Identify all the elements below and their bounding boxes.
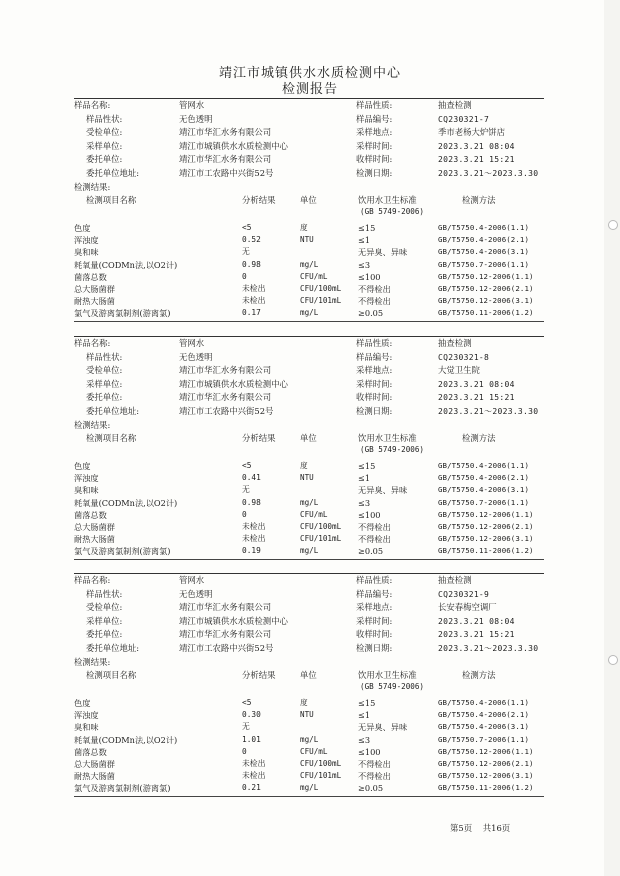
results-label: 检测结果: [74,182,111,192]
cell-result: 无 [242,722,250,732]
cell-result: 未检出 [242,296,266,306]
col-result: 分析结果 [242,195,276,205]
cell-result: 0.21 [242,783,261,793]
cell-result: 0.30 [242,710,261,720]
cell-standard: 不得检出 [358,534,391,545]
cell-unit: mg/L [300,497,319,507]
info-row [74,391,544,405]
info-value: 2023.3.21 15:21 [438,630,515,639]
sample-info [74,337,544,418]
info-label: 采样地点: [356,127,393,137]
info-value: CQ230321-9 [438,589,490,599]
cell-item: 菌落总数 [74,509,107,520]
cell-unit: CFU/mL [300,746,328,756]
info-row [74,126,544,140]
info-label: 样品编号: [356,351,393,362]
cell-unit: CFU/101mL [300,771,342,781]
cell-unit: NTU [300,235,314,245]
cell-item: 臭和味 [74,485,99,496]
cell-standard: ≤15 [358,223,376,233]
info-label: 样品名称: [74,575,111,585]
info-value: 2023.3.21 08:04 [438,379,515,389]
info-value: 大觉卫生院 [438,365,480,375]
info-row [74,405,544,419]
info-value: 无色透明 [179,113,213,124]
info-value: 管网水 [179,338,205,348]
cell-result: 未检出 [242,534,266,544]
cell-standard: ≤100 [358,746,381,757]
info-label: 委托单位地址: [86,642,140,653]
cell-method: GB/T5750.12-2006(2.1) [438,758,534,768]
cell-item: 耗氧量(CODMn法,以O2计) [74,259,178,270]
info-value: 2023.3.21 15:21 [438,393,515,402]
cell-unit: mg/L [300,546,319,556]
cell-standard: ≤1 [358,710,371,721]
scan-edge [604,0,620,876]
results-table [74,697,544,795]
cell-unit: mg/L [300,259,319,269]
cell-item: 色度 [74,698,91,708]
info-label: 样品名称: [74,100,111,110]
col-standard: 饮用水卫生标准 [358,433,417,443]
table-row [74,246,544,258]
cell-standard: ≥0.05 [358,783,384,794]
cell-method: GB/T5750.12-2006(2.1) [438,283,534,293]
info-value: 季市老杨大炉饼店 [438,127,505,137]
info-value: 管网水 [179,100,205,110]
cell-item: 臭和味 [74,247,99,258]
sample-info [74,574,544,655]
cell-standard: ≤15 [358,461,376,471]
sample-section [74,573,544,813]
info-label: 委托单位: [86,392,123,402]
cell-item: 耗氧量(CODMn法,以O2计) [74,734,178,745]
cell-item: 耐热大肠菌 [74,771,115,782]
cell-result: 0.17 [242,308,261,318]
report-header [0,66,620,98]
cell-standard: ≥0.05 [358,546,384,557]
info-row [74,628,544,642]
cell-unit: CFU/101mL [300,296,342,306]
info-value: 靖江市华汇水务有限公司 [179,365,272,375]
col-standard: 饮用水卫生标准 [358,195,417,205]
cell-method: GB/T5750.4-2006(2.1) [438,235,529,245]
table-row [74,307,544,319]
col-standard-sub: (GB 5749-2006) [360,445,425,454]
table-row [74,734,544,746]
cell-item: 菌落总数 [74,271,107,282]
info-label: 收样时间: [356,392,393,402]
cell-standard: 不得检出 [358,521,391,532]
info-row [74,153,544,167]
results-label: 检测结果: [74,657,111,667]
cell-method: GB/T5750.12-2006(3.1) [438,771,534,781]
info-row [74,574,544,588]
info-label: 采样时间: [356,140,393,151]
table-row [74,721,544,733]
info-value: 无色透明 [179,351,213,362]
results-table [74,460,544,558]
info-value: 靖江市华汇水务有限公司 [179,154,272,164]
cell-method: GB/T5750.4-2006(2.1) [438,710,529,720]
info-label: 采样单位: [86,140,123,151]
cell-standard: 无异臭、异味 [358,247,408,258]
info-value: 2023.3.21 08:04 [438,616,515,626]
sample-section [74,98,544,338]
info-value: 2023.3.21 08:04 [438,141,515,151]
info-value: 2023.3.21～2023.3.30 [438,643,539,653]
cell-result: 0.41 [242,473,261,483]
info-value: 抽查检测 [438,575,472,585]
info-label: 样品性状: [86,113,123,124]
info-value: 长安春梅空调厂 [438,602,497,612]
cell-method: GB/T5750.12-2006(3.1) [438,296,534,306]
cell-standard: 不得检出 [358,296,391,307]
cell-result: 0.52 [242,235,261,245]
table-row [74,758,544,770]
sample-info [74,99,544,180]
section-bottom-rule [74,796,544,797]
info-label: 收样时间: [356,629,393,639]
cell-standard: ≤1 [358,473,371,484]
info-label: 收样时间: [356,154,393,164]
info-value: 抽查检测 [438,338,472,348]
section-bottom-rule [74,321,544,322]
info-label: 采样时间: [356,615,393,626]
info-label: 受检单位: [86,365,123,375]
cell-result: <5 [242,461,252,470]
table-row [74,484,544,496]
results-table [74,222,544,320]
cell-unit: 度 [300,698,308,707]
col-method: 检测方法 [462,195,496,205]
cell-standard: 不得检出 [358,771,391,782]
info-value: CQ230321-8 [438,352,490,362]
table-row [74,533,544,545]
info-row [74,351,544,365]
cell-method: GB/T5750.12-2006(1.1) [438,746,534,756]
col-item: 检测项目名称 [86,433,137,443]
cell-result: <5 [242,223,252,232]
cell-item: 浑浊度 [74,710,99,721]
sample-section [74,336,544,576]
cell-item: 氯气及游离氯制剂(游离氯) [74,783,171,794]
cell-item: 浑浊度 [74,235,99,246]
punch-hole [608,220,618,230]
cell-result: 0 [242,509,247,519]
org-title: 靖江市城镇供水水质检测中心 [218,66,401,81]
cell-item: 臭和味 [74,722,99,733]
info-row [74,601,544,615]
info-value: 无色透明 [179,588,213,599]
cell-unit: NTU [300,710,314,720]
info-value: 靖江市工农路中兴街52号 [179,642,274,653]
cell-unit: CFU/mL [300,271,328,281]
report-title: 检测报告 [281,82,338,97]
table-row [74,271,544,283]
info-value: 靖江市城镇供水水质检测中心 [179,378,288,389]
cell-result: 0.98 [242,259,261,269]
info-row [74,642,544,656]
col-unit: 单位 [300,670,317,680]
cell-result: 无 [242,247,250,257]
table-row [74,234,544,246]
cell-standard: ≤3 [358,734,371,745]
info-value: 2023.3.21～2023.3.30 [438,406,539,416]
cell-standard: ≤3 [358,259,371,270]
info-label: 检测日期: [356,642,393,653]
info-label: 样品编号: [356,113,393,124]
cell-method: GB/T5750.4-2006(3.1) [438,722,529,732]
info-value: 靖江市城镇供水水质检测中心 [179,140,288,151]
cell-item: 氯气及游离氯制剂(游离氯) [74,546,171,557]
info-row [74,337,544,351]
col-method: 检测方法 [462,433,496,443]
cell-unit: mg/L [300,783,319,793]
cell-result: 0 [242,746,247,756]
cell-item: 总大肠菌群 [74,758,115,769]
cell-standard: ≤1 [358,235,371,246]
cell-result: 未检出 [242,758,266,768]
cell-method: GB/T5750.4-2006(1.1) [438,223,529,232]
info-label: 样品性质: [356,338,393,348]
info-label: 采样单位: [86,378,123,389]
results-label: 检测结果: [74,420,111,430]
cell-unit: CFU/100mL [300,521,342,531]
punch-hole [608,655,618,665]
cell-result: 0.19 [242,546,261,556]
table-row [74,222,544,234]
cell-result: 未检出 [242,283,266,293]
cell-standard: 不得检出 [358,758,391,769]
cell-item: 色度 [74,223,91,233]
cell-standard: 不得检出 [358,283,391,294]
cell-item: 耗氧量(CODMn法,以O2计) [74,497,178,508]
cell-standard: ≤100 [358,509,381,520]
table-row [74,521,544,533]
cell-result: 1.01 [242,734,261,744]
info-row [74,615,544,629]
info-label: 委托单位: [86,629,123,639]
cell-item: 耐热大肠菌 [74,296,115,307]
cell-unit: mg/L [300,308,319,318]
info-label: 样品编号: [356,588,393,599]
cell-result: 无 [242,485,250,495]
cell-item: 色度 [74,461,91,471]
table-row [74,782,544,794]
cell-standard: ≤100 [358,271,381,282]
info-value: 2023.3.21～2023.3.30 [438,168,539,178]
info-value: 2023.3.21 15:21 [438,155,515,164]
info-value: 靖江市华汇水务有限公司 [179,602,272,612]
info-label: 采样地点: [356,365,393,375]
table-row [74,770,544,782]
info-label: 样品性状: [86,351,123,362]
cell-unit: CFU/100mL [300,758,342,768]
cell-unit: CFU/mL [300,509,328,519]
info-value: 抽查检测 [438,100,472,110]
cell-method: GB/T5750.11-2006(1.2) [438,546,534,556]
info-row [74,588,544,602]
cell-item: 菌落总数 [74,746,107,757]
cell-method: GB/T5750.4-2006(3.1) [438,247,529,257]
cell-unit: NTU [300,473,314,483]
table-row [74,295,544,307]
table-row [74,460,544,472]
col-result: 分析结果 [242,670,276,680]
table-row [74,472,544,484]
info-value: 管网水 [179,575,205,585]
info-row [74,113,544,127]
cell-standard: ≤15 [358,698,376,708]
info-label: 检测日期: [356,405,393,416]
info-label: 受检单位: [86,127,123,137]
info-label: 委托单位: [86,154,123,164]
cell-unit: CFU/100mL [300,283,342,293]
cell-method: GB/T5750.12-2006(1.1) [438,509,534,519]
table-row [74,746,544,758]
cell-standard: 无异臭、异味 [358,485,408,496]
cell-method: GB/T5750.4-2006(3.1) [438,485,529,495]
col-result: 分析结果 [242,433,276,443]
col-standard-sub: (GB 5749-2006) [360,207,425,216]
info-label: 样品性质: [356,100,393,110]
info-label: 受检单位: [86,602,123,612]
info-value: 靖江市工农路中兴街52号 [179,405,274,416]
col-unit: 单位 [300,433,317,443]
page-number: 第5页 [450,823,473,833]
section-bottom-rule [74,559,544,560]
cell-result: <5 [242,698,252,707]
info-label: 委托单位地址: [86,405,140,416]
col-method: 检测方法 [462,670,496,680]
info-label: 采样时间: [356,378,393,389]
cell-method: GB/T5750.4-2006(2.1) [438,473,529,483]
info-label: 样品名称: [74,338,111,348]
info-label: 采样地点: [356,602,393,612]
page-total: 共16页 [482,823,511,833]
info-value: 靖江市华汇水务有限公司 [179,629,272,639]
info-value: 靖江市华汇水务有限公司 [179,392,272,402]
cell-method: GB/T5750.12-2006(1.1) [438,271,534,281]
col-item: 检测项目名称 [86,670,137,680]
info-label: 样品性状: [86,588,123,599]
cell-unit: 度 [300,461,308,470]
table-row [74,509,544,521]
col-standard: 饮用水卫生标准 [358,670,417,680]
cell-item: 耐热大肠菌 [74,534,115,545]
cell-result: 0 [242,271,247,281]
cell-unit: 度 [300,223,308,232]
cell-unit: CFU/101mL [300,534,342,544]
info-value: CQ230321-7 [438,114,490,124]
cell-item: 浑浊度 [74,473,99,484]
table-row [74,259,544,271]
cell-item: 总大肠菌群 [74,283,115,294]
table-row [74,709,544,721]
info-row [74,140,544,154]
table-row [74,283,544,295]
info-row [74,378,544,392]
info-label: 样品性质: [356,575,393,585]
cell-standard: 无异臭、异味 [358,722,408,733]
page-footer [450,822,518,834]
col-unit: 单位 [300,195,317,205]
cell-result: 未检出 [242,771,266,781]
col-item: 检测项目名称 [86,195,137,205]
cell-unit: mg/L [300,734,319,744]
cell-method: GB/T5750.4-2006(1.1) [438,698,529,707]
info-label: 检测日期: [356,167,393,178]
info-value: 靖江市城镇供水水质检测中心 [179,615,288,626]
table-row [74,697,544,709]
cell-method: GB/T5750.7-2006(1.1) [438,734,529,744]
cell-method: GB/T5750.11-2006(1.2) [438,783,534,793]
info-row [74,364,544,378]
cell-method: GB/T5750.7-2006(1.1) [438,497,529,507]
cell-method: GB/T5750.4-2006(1.1) [438,461,529,470]
cell-result: 0.98 [242,497,261,507]
col-standard-sub: (GB 5749-2006) [360,682,425,691]
info-label: 采样单位: [86,615,123,626]
cell-standard: ≤3 [358,497,371,508]
table-row [74,545,544,557]
cell-method: GB/T5750.11-2006(1.2) [438,308,534,318]
info-value: 靖江市工农路中兴街52号 [179,167,274,178]
info-row [74,99,544,113]
cell-item: 氯气及游离氯制剂(游离氯) [74,308,171,319]
cell-result: 未检出 [242,521,266,531]
info-value: 靖江市华汇水务有限公司 [179,127,272,137]
cell-method: GB/T5750.12-2006(2.1) [438,521,534,531]
table-row [74,497,544,509]
cell-item: 总大肠菌群 [74,521,115,532]
cell-method: GB/T5750.12-2006(3.1) [438,534,534,544]
info-row [74,167,544,181]
info-label: 委托单位地址: [86,167,140,178]
cell-method: GB/T5750.7-2006(1.1) [438,259,529,269]
cell-standard: ≥0.05 [358,308,384,319]
